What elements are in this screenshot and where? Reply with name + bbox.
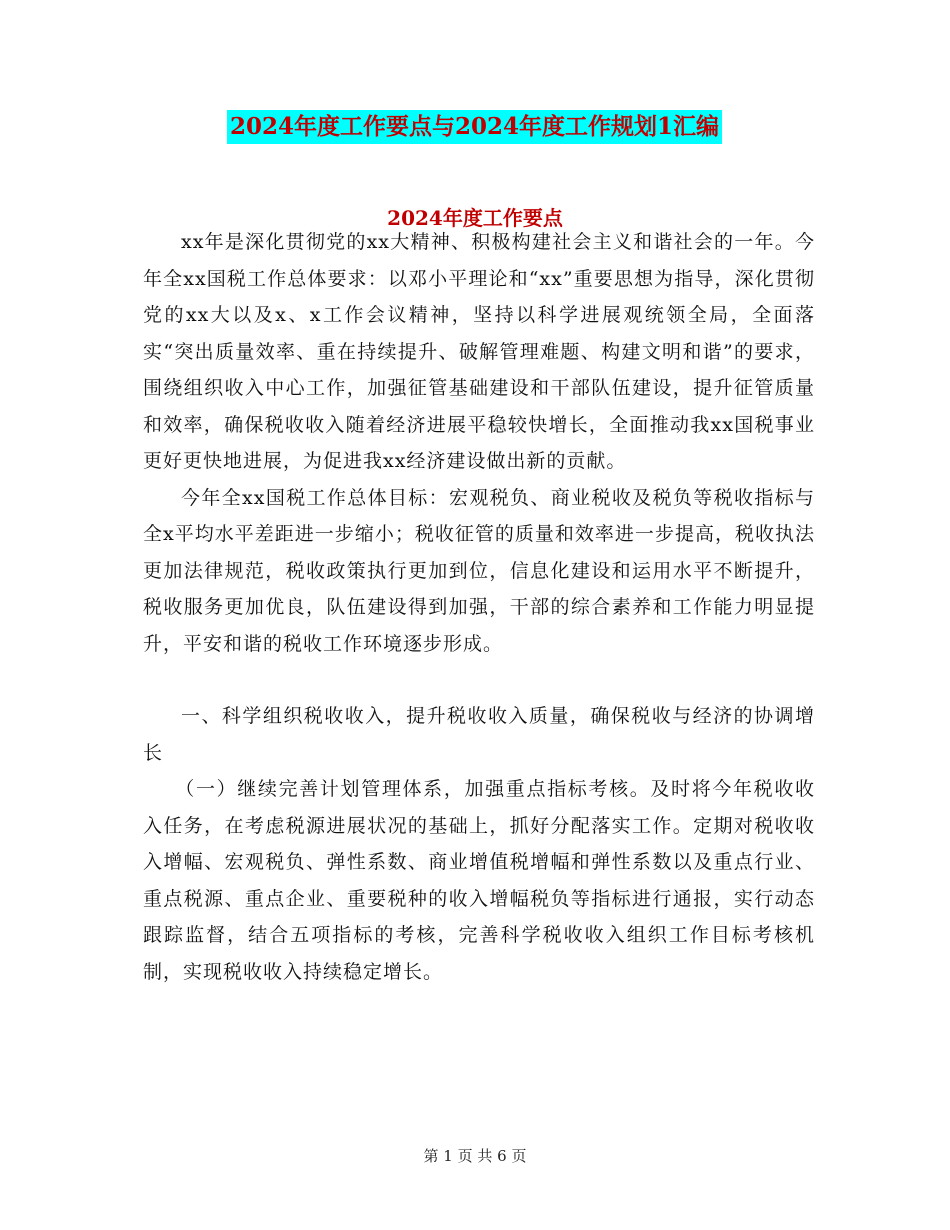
document-title: 2024年度工作要点与2024年度工作规划1汇编: [227, 110, 722, 144]
document-body: [143, 224, 815, 990]
paragraph-3: （一）继续完善计划管理体系，加强重点指标考核。及时将今年税收收入任务，在考虑税源进展状况的基础上，抓好分配落实工作。定期对税收收入增幅、宏观税负、弹性系数、商业增值税增幅和弹性系数以及重点行业、重点税源、重点企业、重要税种的收入增幅税负等指标进行通报，实行动态跟踪监督，结合五项指标的考核，完善科学税收收入组织工作目标考核机制，实现税收收入持续稳定增长。: [143, 778, 815, 983]
section-title: 2024年度工作要点: [387, 206, 563, 230]
page-number: 第 1 页 共 6 页: [423, 1147, 527, 1165]
heading-1: 一、科学组织税收收入，提升税收收入质量，确保税收与经济的协调增长: [143, 705, 815, 764]
paragraph-1: xx年是深化贯彻党的xx大精神、积极构建社会主义和谐社会的一年。今年全xx国税工作总体要求：以邓小平理论和“xx”重要思想为指导，深化贯彻党的xx大以及x、x工作会议精神，坚持以科学进展观统领全局，全面落实“突出质量效率、重在持续提升、破解管理难题、构建文明和谐”的要求，围绕组织收入中心工作，加强征管基础建设和干部队伍建设，提升征管质量和效率，确保税收收入随着经济进展平稳较快增长，全面推动我xx国税事业更好更快地进展，为促进我xx经济建设做出新的贡献。: [143, 231, 815, 472]
paragraph-2: 今年全xx国税工作总体目标：宏观税负、商业税收及税负等税收指标与全x平均水平差距进一步缩小；税收征管的质量和效率进一步提高，税收执法更加法律规范，税收政策执行更加到位，信息化建设和运用水平不断提升，税收服务更加优良，队伍建设得到加强，干部的综合素养和工作能力明显提升，平安和谐的税收工作环境逐步形成。: [143, 486, 815, 655]
